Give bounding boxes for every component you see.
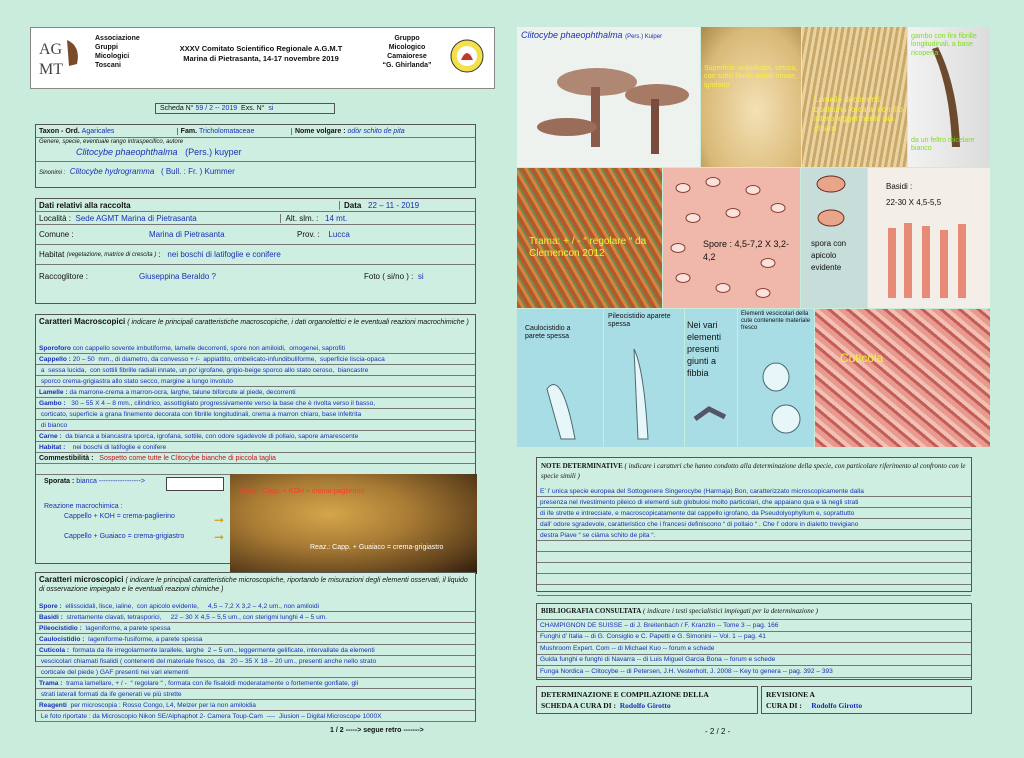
header-box	[30, 27, 495, 89]
text-line: Sporoforo con cappello sovente imbutiforme, lamelle decorrenti, spore non amiloidi, omogenei, saprofiti	[36, 343, 475, 354]
sporata-swatch	[166, 477, 224, 491]
spore-shape	[676, 274, 690, 283]
micro-lines	[36, 601, 475, 722]
arrow-icon: ➞	[214, 513, 225, 527]
spore-shape	[771, 204, 785, 213]
text-line: Caulocistidio : lageniforme-fusiforme, a parete spessa	[36, 634, 475, 645]
text-line: Reagenti per microscopia : Rosso Congo, L4, Melzer per la non amiloidia	[36, 700, 475, 711]
photo-trama: Trama: + / - “ regolare “ da Clemencon 2012	[517, 168, 662, 308]
text-line: vescicolari chiamati fisalidi ( contenenti del materiale fresco, da 20 – 35 X 18 – 20 um., presenti anche nello strato	[36, 656, 475, 667]
text-line: Cuticola : formata da ife irregolarmente larallele, larghe 2 – 5 um., leggermente gelificate, intervallate da elementi	[36, 645, 475, 656]
text-line: corticato, superficie a grana finemente decorata con fibrille longitudinali, crema a marron chiaro, base infeltrita	[36, 409, 475, 420]
text-line: presenza nel rivestimento pileico di elementi sub globulosi molto particolari, che appaiano qua e là negli strati	[537, 497, 971, 508]
text-line: Gambo : 30 – 55 X 4 – 8 mm., cilindrico, assottigliato progressivamente verso la base che è rivolta verso il basso,	[36, 398, 475, 409]
spore-shape	[746, 186, 760, 195]
text-line: di ife strette e intrecciate, e macroscopicatamente dal cappello igrofano, da Pseudolyophyllum e, soprattutto	[537, 508, 971, 519]
footer-left: 1 / 2 -----> segue retro ------->	[330, 727, 424, 734]
org-right: Gruppo Micologico Camaiorese “G. Ghirlanda”	[382, 35, 432, 69]
photo-stem: gambo con fini fibrille longitudinali, a base ricoperta da un feltro micelare bianco	[908, 27, 990, 167]
camaiore-logo	[449, 38, 485, 74]
footer-right: - 2 / 2 -	[705, 727, 731, 736]
spore-shape	[671, 244, 685, 253]
text-line: Cappello : 20 – 50 mm., di diametro, da convesso + /- appiattito, ombelicato-infundibuliforme, superficie liscia-opaca	[36, 354, 475, 365]
note-box: NOTE DETERMINATIVE ( indicare i caratteri che hanno condotto alla determinazione della specie, con particolare riferimento al confronto con le specie simili ) E’ l’ unica specie europea del Sottogenere Singerocybe (Harmaja) Bon, caratterizzato microscopicamente dalla presenza nel rivestimento pileico di elementi sub globulosi molto particolari, che appaiano qua e là negli strati di ife strette e intrecciate, e macroscopicatamente dal cappello igrofano, da Pseudolyophyllum e, soprattutto dall’ odore sgradevole, caratteristico che i francesi definiscono “ di pollaio “ . Che l’ odore in dialetto trevigiano destra Piave “ se ciàma schito de pita “.	[536, 457, 972, 592]
text-line: strati laterali formati da ife generati ve più strette	[36, 689, 475, 700]
text-line: Pileocistidio : lageniforme, a parete spessa	[36, 623, 475, 634]
text-line: Lamelle : da marrone-crema a marron-ocra, larghe, talune biforcute al piede, decorrenti	[36, 387, 475, 398]
photo-gills: Lamelle decorrenti, qualcuna forcata, con filo intero leggermente più chiaro	[802, 27, 907, 167]
taxon-box: Taxon - Ord. Agaricales Fam. Tricholomataceae Nome volgare : odòr schito de pita Genere, specie, eventuale rango intraspecifico, autore Clitocybe phaeophthalma (Pers.) kuyper Sinonimi : Clitocybe hydrogramma ( Bull. : Fr. ) Kummer	[35, 124, 476, 188]
macro-box: Caratteri Macroscopici ( indicare le principali caratteristiche macroscopiche, i dati organolettici e le eventuali reazioni macrochimiche ) Sporoforo con cappello sovente imbutiforme, lamelle decorrenti, spore non amiloidi, omogenei, saprofiti Cappello : 20 – 50 mm., di diametro, da convesso + /- appiattito, ombelicato-infundibuliforme, superficie liscia-opaca a sessa lucida, con sottili fibrille radiali innate, un po' igrofane, grigio-beige sporco allo stato ceroso, biancastre sporco crema-grigiastra allo stato secco, margine a lungo involuto Lamelle : da marrone-crema a marron-ocra, larghe, talune biforcute al piede, decorrenti Gambo : 30 – 55 X 4 – 8 mm., cilindrico, assottigliato progressivamente verso la base che è rivolta verso il basso, corticato, superficie a grana finemente decorata con fibrille longitudinali, crema a marron chiaro, base infeltrita di bianco Carne : da bianca a biancastra sporca, igrofana, sottile, con odore sgadevole di pollaio, sapore amarescente Habitat : nei boschi di latifoglie e conifere Commestibilità : Sospetto come tutte le Clitocybe bianche di piccola taglia Sporata : bianca ------------------> Reazione macrochimica : Cappello + KOH = crema-paglierino Cappello + Guaiaco = crema-grigiastro ➞ ➞ Reaz.: Capp. + KOH = crema-paglierino Reaz.: Capp. + Guaiaco = crema-grigiastro	[35, 314, 476, 564]
text-line: destra Piave “ se ciàma schito de pita “.	[537, 530, 971, 541]
text-line: a sessa lucida, con sottili fibrille radiali innate, un po' igrofane, grigio-beige sporco allo stato ceroso, biancastre	[36, 365, 475, 376]
text-line: Carne : da bianca a biancastra sporca, igrofana, sottile, con odore sgadevole di pollaio, sapore amarescente	[36, 431, 475, 442]
text-line: Funghi d’ Italia -- di G. Consiglio e C. Papetti e G. Simonini -- Vol. 1 -- pag. 41	[537, 632, 971, 644]
photo-spore-apiculus: spora con apicolo evidente	[801, 168, 867, 308]
text-line: CHAMPIGNON DE SUISSE – di J. Breitenbach / F. Kranzlin -- Tome 3 -- pag. 166	[537, 620, 971, 632]
biblio-box: BIBLIOGRAFIA CONSULTATA ( indicare i testi specialistici impiegati per la determinazione ) CHAMPIGNON DE SUISSE – di J. Breitenbach / F. Kranzlin -- Tome 3 -- pag. 166 Funghi d’ Italia -- di G. Consiglio e C. Papetti e G. Simonini -- Vol. 1 -- pag. 41 Mushroom Expert. Com -- di Michael Kuo -- forum e schede Guida funghi e funghi di Navarra -- di Luis Miguel Garcia Bona -- forum e schede Funga Nordica -- Clitocybe -- di Petersen, J.H. Vesterholt, J. 2008 -- Key to genera -- pag. 392 – 393	[536, 603, 972, 680]
revisione-box: REVISIONE A CURA DI : Rodolfo Girotto	[761, 686, 972, 714]
spore-shape	[676, 184, 690, 193]
macro-lines	[36, 343, 475, 453]
raccolta-box: Dati relativi alla raccolta Data 22 – 11 - 2019 Località : Sede AGMT Marina di Pietrasanta Alt. slm. : 14 mt. Comune : Marina di Pietrasanta Prov. : Lucca Habitat (vegetazione, matrice di crescita ) : nei boschi di latifoglie e conifere Raccoglitore : Giuseppina Beraldo ? Foto ( si/no ) : si	[35, 198, 476, 304]
spore-shape	[716, 284, 730, 293]
text-line: corticale del piede ) GAF presenti nei vari elementi	[36, 667, 475, 678]
arrow-icon: ➞	[214, 530, 225, 544]
text-line: Spore : ellissoidali, lisce, ialine, con apicolo evidente, 4,5 – 7,2 X 3,2 – 4,2 um., non amiloidi	[36, 601, 475, 612]
photo-vescicular: Elementi vescicolari della cute contenente materiale fresco	[738, 309, 814, 447]
text-line: di bianco	[36, 420, 475, 431]
photo-mushrooms: Clitocybe phaeophthalma (Pers.) Kuiper	[517, 27, 700, 167]
spore-shape	[726, 209, 740, 218]
reaction-photo: Reaz.: Capp. + KOH = crema-paglierino Reaz.: Capp. + Guaiaco = crema-grigiastro	[230, 474, 477, 574]
note-lines	[537, 486, 971, 596]
determ-box: DETERMINAZIONE E COMPILAZIONE DELLA SCHEDA A CURA DI : Rodolfo Girotto	[536, 686, 758, 714]
photo-cap: Superficie ombelicata, setosa, con sottili fibrille radiali innate, igrofano	[701, 27, 801, 167]
text-line: Trama : trama lamellare, + / - “ regolare “ , formata con ife fisaloidi moderatamente o fortemente gonfiate, gli	[36, 678, 475, 689]
org-left: Associazione Gruppi Micologici Toscani	[95, 35, 140, 69]
text-line: Habitat : nei boschi di latifoglie e conifere	[36, 442, 475, 453]
conference-title: XXXV Comitato Scientifico Regionale A.G.M.T Marina di Pietrasanta, 14-17 novembre 2019	[179, 44, 343, 63]
micro-box: Caratteri microscopici ( indicare le principali caratteristiche microscopiche, riportando le misurazioni degli elementi osservati, il liquido di osservazione impiegato e le eventuali reazioni chimiche ) Spore : ellissoidali, lisce, ialine, con apicolo evidente, 4,5 – 7,2 X 3,2 – 4,2 um., non amiloidi Basidi : strettamente clavati, tetrasporici, 22 – 30 X 4,5 – 5,5 um., con sterigmi lunghi 4 – 5 um. Pileocistidio : lageniforme, a parete spessa Caulocistidio : lageniforme-fusiforme, a parete spessa Cuticola : formata da ife irregolarmente larallele, larghe 2 – 5 um., leggermente gelificate, intervallate da elementi vescicolari chiamati fisalidi ( contenenti del materiale fresco, da 20 – 35 X 18 – 20 um., presenti anche nello strato corticale del piede ) GAF presenti nei vari elementi Trama : trama lamellare, + / - “ regolare “ , formata con ife fisaloidi moderatamente o fortemente gonfiate, gli strati laterali formati da ife generati ve più strette Reagenti per microscopia : Rosso Congo, L4, Melzer per la non amiloidia Le foto riportate : da Microscopio Nikon SE/Alphaphot 2- Camera Toup-Cam ---- Jiusion – Digital Microscope 1000X	[35, 572, 476, 722]
left-page	[0, 0, 505, 758]
text-line: Basidi : strettamente clavati, tetrasporici, 22 – 30 X 4,5 – 5,5 um., con sterigmi lunghi 4 – 5 um.	[36, 612, 475, 623]
text-line: Funga Nordica -- Clitocybe -- di Petersen, J.H. Vesterholt, J. 2008 -- Key to genera -- pag. 392 – 393	[537, 666, 971, 678]
svg-text:AG: AG	[39, 41, 63, 58]
species-name: Clitocybe phaeophthalma (Pers.) kuyper	[76, 147, 242, 157]
text-line: E’ l’ unica specie europea del Sottogenere Singerocybe (Harmaja) Bon, caratterizzato microscopicamente dalla	[537, 486, 971, 497]
photo-pileocistidio: Pileocistidio aparete spessa	[604, 309, 684, 447]
text-line: Guida funghi e funghi di Navarra -- di Luis Miguel Garcia Bona -- forum e schede	[537, 655, 971, 667]
text-line: dall’ odore sgradevole, caratteristico che i francesi definiscono “ di pollaio “ . Che l’ odore in dialetto trevigiano	[537, 519, 971, 530]
right-page	[515, 0, 1024, 758]
text-line: Le foto riportate : da Microscopio Nikon SE/Alphaphot 2- Camera Toup-Cam ---- Jiusion – Digital Microscope 1000X	[36, 711, 475, 722]
photo-basidia: Basidi : 22-30 X 4,5-5,5	[868, 168, 990, 308]
spore-shape	[756, 289, 770, 298]
text-line: sporco crema-grigiastra allo stato secco, margine a lungo involuto	[36, 376, 475, 387]
photo-clamps: Nei vari elementi presenti giunti a fibbia	[685, 309, 737, 447]
scheda-box: Scheda N° 59 / 2 -- 2019 Exs. N° si	[155, 103, 335, 114]
spore-shape	[686, 214, 700, 223]
agmt-logo	[37, 36, 87, 78]
svg-text:MT: MT	[39, 61, 63, 78]
photo-spores: Spore : 4,5-7,2 X 3,2- 4,2	[663, 168, 800, 308]
spore-shape	[706, 178, 720, 187]
photo-caulocistidio: Caulocistidio a parete spessa	[517, 309, 603, 447]
biblio-lines	[537, 620, 971, 678]
text-line: Mushroom Expert. Com -- di Michael Kuo -- forum e schede	[537, 643, 971, 655]
photo-cuticola: Cuticola	[815, 309, 990, 447]
